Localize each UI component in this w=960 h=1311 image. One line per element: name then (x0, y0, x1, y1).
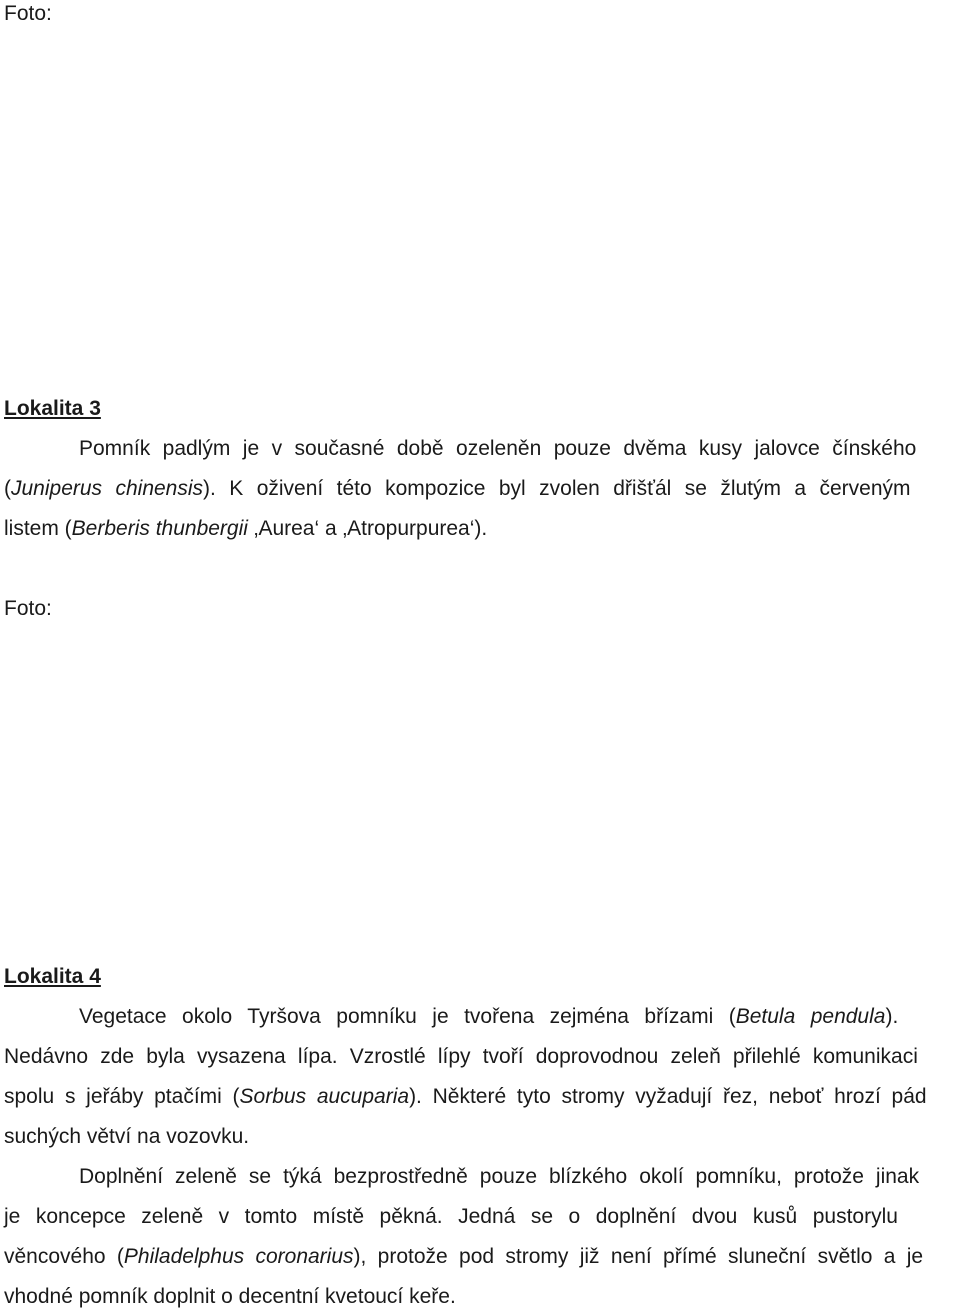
paragraph-line (79, 1165, 956, 1189)
paragraph-line (4, 1245, 956, 1269)
latin-name: Philadelphus coronarius (123, 1245, 354, 1268)
text-run: ). K oživení této kompozice byl zvolen dřišťál se žlutým a červeným (203, 477, 911, 500)
text-run: ). Některé tyto stromy vyžadují řez, neboť hrozí pád (409, 1085, 927, 1108)
text-run: ( (4, 477, 11, 500)
text-run: Nedávno zde byla vysazena lípa. Vzrostlé lípy tvoří doprovodnou zeleň přilehlé komunikaci (4, 1045, 918, 1068)
latin-name: Juniperus chinensis (11, 477, 204, 500)
photo-placeholder-label: Foto: (4, 597, 52, 620)
text-run: ), protože pod stromy již není přímé sluneční světlo a je (353, 1245, 924, 1268)
paragraph-line (4, 477, 956, 501)
text-run: suchých větví na vozovku. (4, 1125, 250, 1148)
text-run: vhodné pomník doplnit o decentní kvetoucí keře. (4, 1285, 456, 1308)
latin-name: Sorbus aucuparia (239, 1085, 410, 1108)
text-run: spolu s jeřáby ptačími ( (4, 1085, 240, 1108)
section-heading-lokalita-4: Lokalita 4 (4, 965, 101, 988)
paragraph-line (4, 517, 487, 541)
paragraph-line (4, 1285, 456, 1309)
photo-placeholder-label: Foto: (4, 2, 52, 25)
paragraph-line (4, 1205, 956, 1229)
text-run: Doplnění zeleně se týká bezprostředně pouze blízkého okolí pomníku, protože jinak (79, 1165, 920, 1188)
text-run: ‚Aurea‘ a ‚Atropurpurea‘). (247, 517, 488, 540)
paragraph-line (4, 1045, 956, 1069)
latin-name: Betula pendula (735, 1005, 886, 1028)
latin-name: Berberis thunbergii (71, 517, 248, 540)
paragraph-line (79, 1005, 956, 1029)
paragraph-line (4, 1125, 249, 1149)
text-run: věncového ( (4, 1245, 124, 1268)
section-heading-lokalita-3: Lokalita 3 (4, 397, 101, 420)
text-run: je koncepce zeleně v tomto místě pěkná. Jedná se o doplnění dvou kusů pustorylu (4, 1205, 898, 1228)
text-run: listem ( (4, 517, 72, 540)
text-run: Vegetace okolo Tyršova pomníku je tvořena zejména břízami ( (79, 1005, 736, 1028)
paragraph-line (4, 1085, 956, 1109)
paragraph-line (79, 437, 956, 461)
text-run: ). (885, 1005, 899, 1028)
text-run: Pomník padlým je v současné době ozeleněn pouze dvěma kusy jalovce čínského (79, 437, 917, 460)
